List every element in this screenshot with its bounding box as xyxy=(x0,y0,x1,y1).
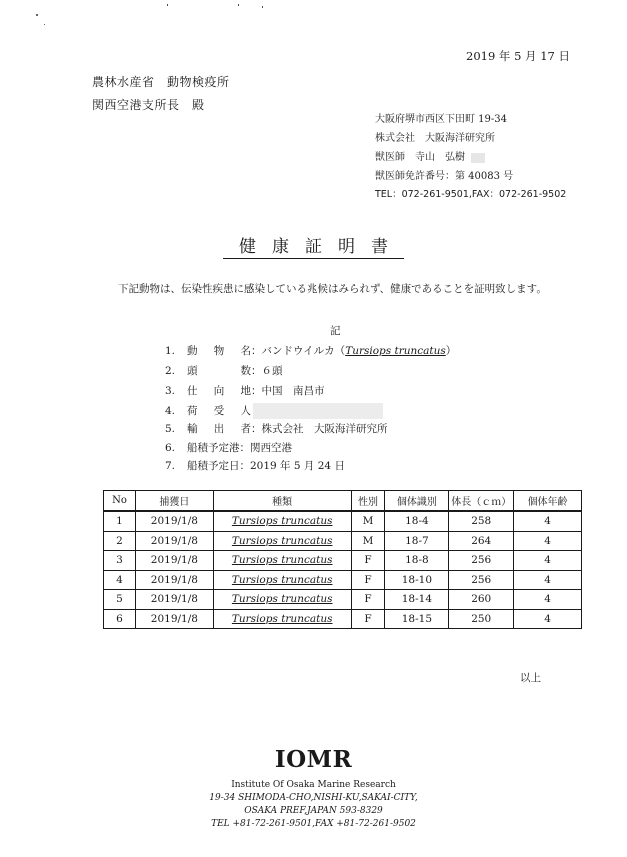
item-exporter: 5. 輸出者：株式会社 大阪海洋研究所 xyxy=(165,423,388,435)
sender-vet-name: 獣医師 寺山 弘樹 xyxy=(375,152,465,163)
table-row: 6 2019/1/8 Tursiops truncatus F 18-15 250 4 xyxy=(104,609,582,629)
table-row: 1 2019/1/8 Tursiops truncatus M 18-4 258 4 xyxy=(104,511,582,531)
table-row: 2 2019/1/8 Tursiops truncatus M 18-7 264 4 xyxy=(104,531,582,551)
item-consignee: 4. 荷受人 xyxy=(165,403,383,419)
iomr-logo: IOMR xyxy=(274,746,353,773)
column-header: 性別 xyxy=(351,491,385,512)
item-head-count: 2. 頭数：６頭 xyxy=(165,365,283,377)
certification-statement: 下記動物は、伝染性疾患に感染している兆候はみられず、健康であることを証明致します。 xyxy=(118,283,547,295)
animal-table xyxy=(103,490,582,629)
column-header: 個体年齢 xyxy=(514,491,582,512)
table-header-row xyxy=(104,491,582,512)
column-header: 体長（ｃｍ） xyxy=(449,491,514,512)
seal-redaction xyxy=(471,153,485,163)
column-header: 種類 xyxy=(213,491,351,512)
sender-vet xyxy=(375,148,485,163)
table-row: 5 2019/1/8 Tursiops truncatus F 18-14 260 4 xyxy=(104,590,582,610)
scan-speck xyxy=(44,24,45,25)
scan-speck xyxy=(167,4,168,6)
item-port: 6. 船積予定港：関西空港 xyxy=(165,442,292,454)
item-animal-name: 1. 動物名：バンドウイルカ（Tursiops truncatus） xyxy=(165,345,457,357)
sender-company: 株式会社 大阪海洋研究所 xyxy=(375,133,495,144)
ki-marker: 記 xyxy=(330,325,341,337)
column-header: 個体識別 xyxy=(385,491,449,512)
scan-speck xyxy=(262,6,263,8)
sender-license: 獣医師免許番号：第 40083 号 xyxy=(375,171,514,182)
sender-contact: TEL：072-261-9501,FAX：072-261-9502 xyxy=(375,189,567,200)
footer-contact: TEL +81-72-261-9501,FAX +81-72-261-9502 xyxy=(211,819,416,829)
item-destination: 3. 仕向地：中国 南昌市 xyxy=(165,385,325,397)
consignee-redaction xyxy=(253,403,383,419)
sender-address: 大阪府堺市西区下田町 19-34 xyxy=(375,114,508,125)
footer-address-line1: 19-34 SHIMODA-CHO,NISHI-KU,SAKAI-CITY, xyxy=(209,793,418,803)
recipient-name: 関西空港支所長 殿 xyxy=(92,98,205,112)
column-header: 捕獲日 xyxy=(135,491,213,512)
table-row: 4 2019/1/8 Tursiops truncatus F 18-10 256 4 xyxy=(104,570,582,590)
item-ship-date: 7. 船積予定日：2019 年 5 月 24 日 xyxy=(165,460,345,472)
table-row: 3 2019/1/8 Tursiops truncatus F 18-8 256 4 xyxy=(104,551,582,571)
scan-speck xyxy=(36,14,38,16)
footer-address-line2: OSAKA PREF,JAPAN 593-8329 xyxy=(244,806,383,816)
recipient-office: 農林水産省 動物検疫所 xyxy=(92,75,230,89)
document-date: 2019 年 5 月 17 日 xyxy=(466,49,570,63)
footer-institute-name: Institute Of Osaka Marine Research xyxy=(231,780,396,790)
page-title: 健康証明書 xyxy=(0,232,627,257)
closing-mark: 以上 xyxy=(520,672,541,684)
scan-speck xyxy=(238,4,239,6)
column-header: No xyxy=(104,491,136,512)
